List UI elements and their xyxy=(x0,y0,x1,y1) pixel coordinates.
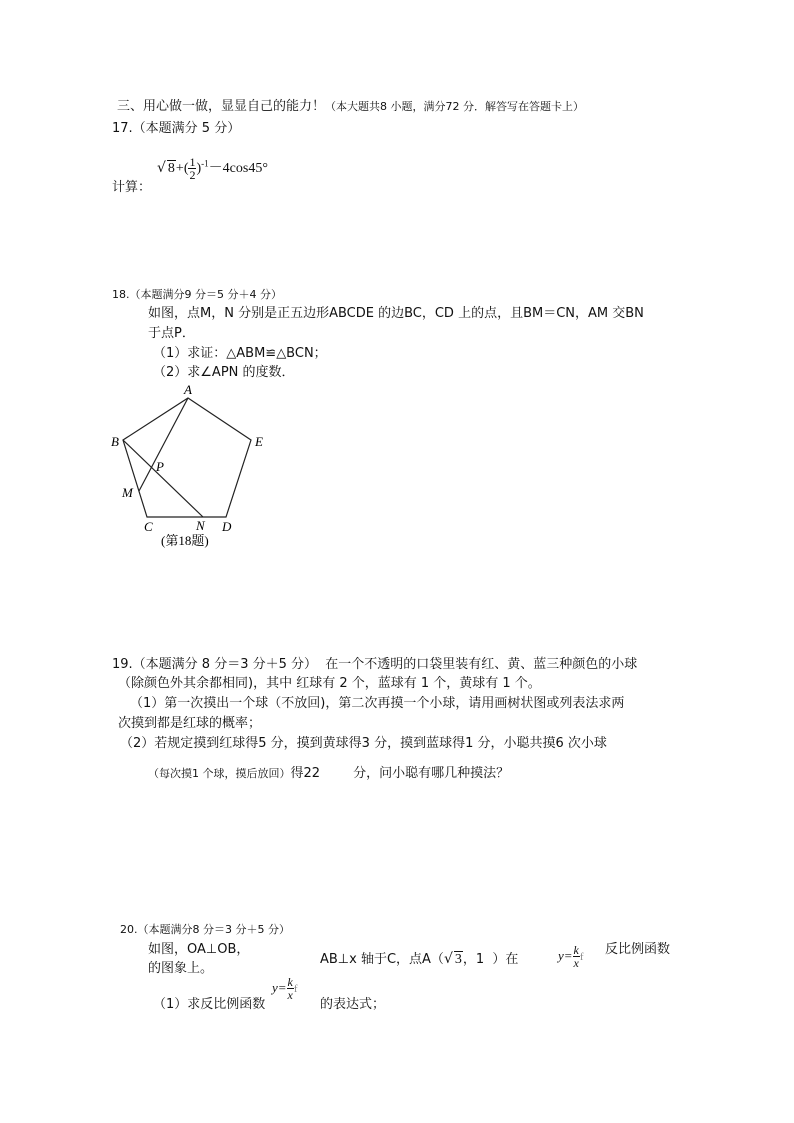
label-n: N xyxy=(196,518,205,533)
q17-expr: √ 8+( $\frac{1}{2}$ )$^{-1}$－4cos45° xyxy=(157,155,268,182)
q20-function-2 xyxy=(272,976,298,1001)
section-heading xyxy=(117,99,584,115)
q19-line6-rest: 得22 分，问小聪有哪几种摸法？ xyxy=(290,766,510,781)
label-d: D xyxy=(222,519,232,534)
q19-header-line xyxy=(112,657,637,673)
q19-line6 xyxy=(148,766,509,782)
q20-point-coord xyxy=(444,952,463,967)
section-heading-text: 三、用心做一做，显显自己的能力！ xyxy=(117,99,326,114)
q20-point-rest: ，1 ）在 xyxy=(462,952,519,967)
label-m: M xyxy=(122,485,133,500)
radical-sign: √ xyxy=(157,159,166,176)
pentagon-figure xyxy=(105,380,280,555)
q19-line4: 次摸到都是红球的概率； xyxy=(118,716,262,731)
section-note: （本大题共8 小题，满分72 分．解答写在答题卡上） xyxy=(325,100,585,113)
q20-line1b: AB⊥x 轴于C，点A（ xyxy=(320,952,444,967)
q17-header: 17.（本题满分 5 分） xyxy=(112,121,241,136)
q20-func2-tail: f xyxy=(293,983,298,995)
q20-func-tail: f xyxy=(579,951,584,963)
label-p: P xyxy=(156,459,164,474)
q19-line5: （2）若规定摸到红球得5 分，摸到黄球得3 分，摸到蓝球得1 分，小聪共摸6 次小球 xyxy=(120,736,607,751)
q19-line2: （除颜色外其余都相同)，其中 红球有 2 个，蓝球有 1 个，黄球有 1 个。 xyxy=(118,676,541,691)
q17-exponent: -1 xyxy=(201,158,209,169)
q20-func-num: k xyxy=(573,943,579,957)
q17-plus: +( xyxy=(175,160,189,176)
label-c: C xyxy=(144,519,153,534)
q17-fraction xyxy=(188,156,196,181)
q20-func2-den: x xyxy=(287,988,293,1002)
q17-label: 计算： xyxy=(112,180,152,195)
q20-func-frac xyxy=(573,944,580,969)
q18-part1: （1）求证：△ABM≌△BCN； xyxy=(153,346,327,361)
q20-part1-a: （1）求反比例函数 xyxy=(153,997,266,1012)
q20-line1: 如图，OA⊥OB， xyxy=(148,942,250,957)
q19-header: 19.（本题满分 8 分＝3 分＋5 分） xyxy=(112,657,318,672)
q17-rest: －4cos45° xyxy=(208,160,268,176)
q18-part2: （2）求∠APN 的度数． xyxy=(153,365,295,380)
q20-line1-end: 反比例函数 xyxy=(605,942,671,957)
q17-sqrt-arg: 8 xyxy=(167,160,175,176)
q18-header: 18.（本题满分9 分＝5 分＋4 分） xyxy=(112,288,282,301)
q17-frac-num: 1 xyxy=(189,155,196,169)
q18-line2: 于点P． xyxy=(148,326,195,341)
q20-func2-num: k xyxy=(287,975,293,989)
q17-expression xyxy=(157,156,268,181)
q20-func-den: x xyxy=(573,956,579,970)
q20-function-1 xyxy=(558,944,584,969)
q17-frac-den: 2 xyxy=(189,168,196,182)
figure-caption: (第18题) xyxy=(161,533,209,548)
q20-part1-b: 的表达式； xyxy=(320,997,386,1012)
q20-func2-frac xyxy=(287,976,294,1001)
radical-sign: √ xyxy=(443,951,453,967)
q20-header: 20.（本题满分8 分＝3 分＋5 分） xyxy=(120,923,290,936)
q19-line1: 在一个不透明的口袋里装有红、黄、蓝三种颜色的小球 xyxy=(325,657,638,672)
q19-line3: （1）第一次摸出一个球（不放回)，第二次再摸一个小球，请用画树状图或列表法求两 xyxy=(130,696,625,711)
label-b: B xyxy=(111,434,119,449)
segment-am xyxy=(139,398,188,491)
pentagon-abcde xyxy=(123,398,251,517)
q20-point-sqrt: 3 xyxy=(454,952,462,967)
q20-func-y: y= xyxy=(558,948,573,963)
q20-point-text xyxy=(320,951,518,969)
q19-note: （每次摸1 个球，摸后放回） xyxy=(148,767,291,780)
q20-line2: 的图象上。 xyxy=(148,961,214,976)
label-e: E xyxy=(255,434,263,449)
q20-func2-y: y= xyxy=(272,980,287,995)
q18-line1: 如图，点M，N 分别是正五边形ABCDE 的边BC，CD 上的点，且BM＝CN，AM 交BN xyxy=(148,306,644,321)
label-a: A xyxy=(184,382,192,397)
